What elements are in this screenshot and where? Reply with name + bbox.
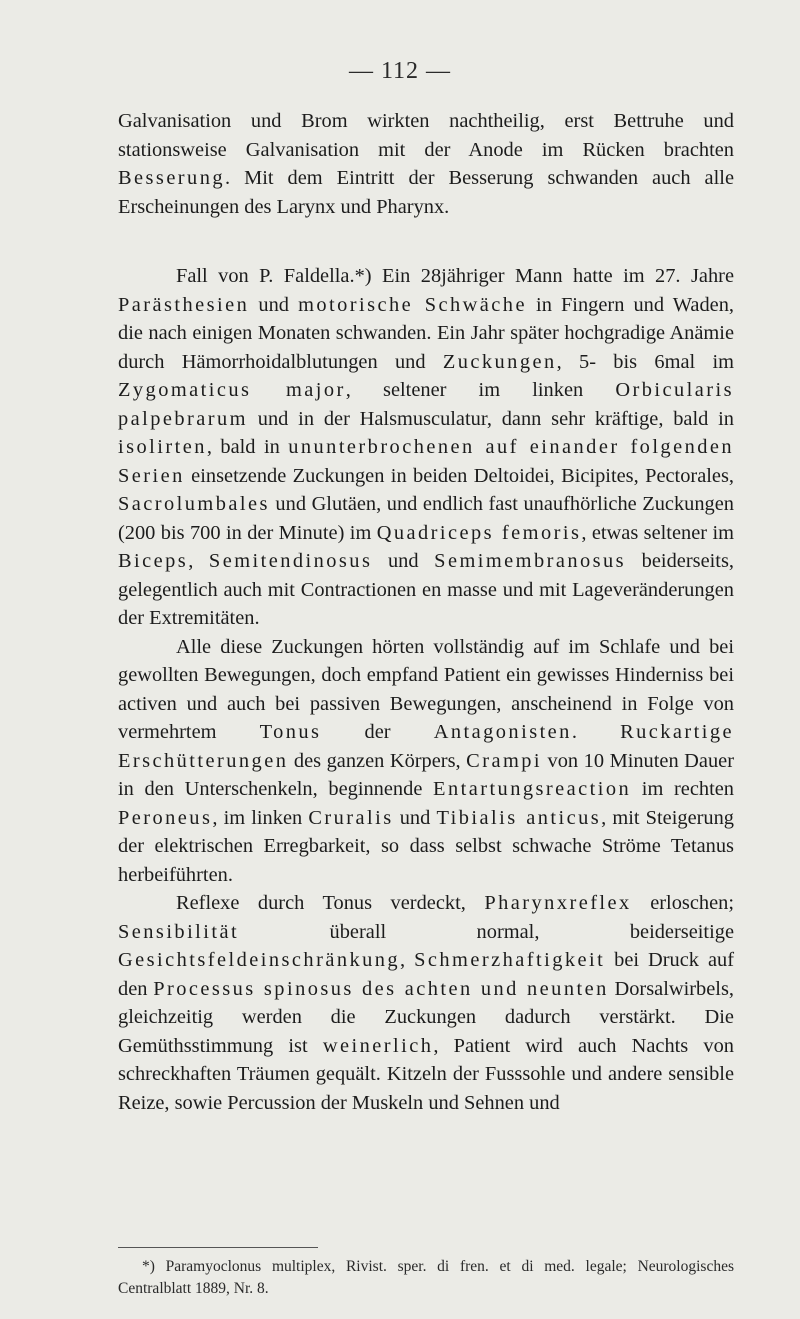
text-run: und [249, 293, 299, 316]
spaced-emphasis-text: Processus spinosus des achten und neunten [153, 977, 609, 1000]
spaced-emphasis-text: Zygomaticus major [118, 379, 346, 401]
spaced-emphasis-text: Antagonisten [433, 721, 572, 743]
spaced-emphasis-text: Tibialis anticus [436, 806, 602, 829]
text-run: , [400, 949, 415, 971]
text-run: und Glutäen, und endlich fast unaufhörliche Zuckungen (200 bis 700 in der Minute) im [118, 493, 734, 544]
text-run: Fall von P. Faldella.*) Ein 28jähriger Mann hatte im 27. Jahre [176, 265, 734, 287]
text-run: , seltener im linken [345, 379, 616, 401]
text-run: , mit Steigerung der elektrischen Erregbarkeit, so dass selbst schwache Ströme Tetanus herbeiführten. [118, 806, 735, 886]
spaced-emphasis-text: Gesichtsfeldeinschränkung [118, 949, 401, 971]
spaced-emphasis-text: Pharynxreflex [484, 892, 632, 914]
text-run: . Mit dem Eintritt der Besserung schwanden auch alle Erscheinungen des Larynx und Pharynx. [118, 167, 734, 218]
text-run: und [372, 550, 435, 572]
spaced-emphasis-text: Crampi [466, 749, 543, 772]
paragraph [118, 262, 734, 633]
text-run: überall normal, beiderseitige [239, 920, 734, 943]
text-run: und in der Halsmusculatur, dann sehr kräftige, bald in [247, 407, 734, 430]
paragraph [118, 633, 734, 890]
text-run: , Patient wird auch Nachts von schreckhaften Träumen gequält. Kitzeln der Fusssohle und andere sensible Reize, sowie Percussion der Muskeln und Sehnen und [118, 1034, 734, 1114]
page-header: — 112 — [348, 58, 452, 84]
spaced-emphasis-text: Orbicularis palpebrarum [118, 379, 734, 430]
text-run: einsetzende Zuckungen in beiden Deltoidei, Bicipites, Pectorales, [184, 464, 734, 487]
spaced-emphasis-text: Entartungsreaction [433, 778, 632, 800]
text-run: von 10 Minuten Dauer in den Unterschenkeln, beginnende [118, 749, 734, 800]
spaced-emphasis-text: motorische Schwäche [298, 293, 527, 316]
text-run: im rechten [631, 778, 734, 800]
text-run: , [188, 550, 209, 572]
spaced-emphasis-text: weinerlich [322, 1034, 434, 1057]
text-run: des ganzen Körpers, [288, 749, 467, 772]
text-run: Reflexe durch Tonus verdeckt, [176, 892, 485, 914]
text-run: der [321, 721, 434, 743]
spaced-emphasis-text: Sacrolumbales [118, 493, 270, 515]
text-run: Dorsalwirbels, gleichzeitig werden die Zuckungen dadurch verstärkt. Die Gemüthsstimmung ist [118, 977, 734, 1057]
spaced-emphasis-text: Cruralis [308, 806, 394, 829]
spaced-emphasis-text: Besserung [118, 167, 225, 189]
text-run: , im linken [212, 806, 309, 829]
spaced-emphasis-text: isolirten [118, 436, 207, 458]
spaced-emphasis-text: Biceps [118, 550, 189, 572]
spaced-emphasis-text: Semimembranosus [434, 550, 627, 572]
text-run: Alle diese Zuckungen hörten vollständig auf im Schlafe und bei gewollten Bewegungen, doch empfand Patient ein gewisses Hinderniss bei activen und auch bei passiven Bewegungen, anscheinend in Folge von vermehrtem [118, 635, 734, 743]
text-run: in Fingern und Waden, die nach einigen Monaten schwanden. Ein Jahr später hochgradige Anämie durch Hämorrhoidalblutungen und [118, 293, 734, 373]
text-run: bei Druck auf den [118, 949, 734, 1000]
spaced-emphasis-text: Ruckartige Erschütterungen [118, 721, 735, 772]
spaced-emphasis-text: Tonus [259, 721, 322, 743]
spaced-emphasis-text: Quadriceps femoris [376, 521, 582, 544]
text-run: und [393, 806, 437, 829]
text-run: . [571, 721, 621, 743]
body-text [118, 107, 734, 1117]
text-run: Galvanisation und Brom wirkten nachtheilig, erst Bettruhe und stationsweise Galvanisation mit der Anode im Rücken brachten [118, 110, 734, 161]
spaced-emphasis-text: Semitendinosus [208, 550, 373, 572]
spaced-emphasis-text: ununterbrochenen auf einander folgenden Serien [118, 436, 735, 487]
text-run: , etwas seltener im [581, 521, 734, 544]
paragraph-gap [118, 221, 734, 262]
text-run: , 5- bis 6mal im [556, 350, 734, 373]
footnote: *) Paramyoclonus multiplex, Rivist. sper. di fren. et di med. legale; Neurologisches Centralblatt 1889, Nr. 8. [118, 1258, 734, 1297]
spaced-emphasis-text: Sensibilität [118, 920, 240, 943]
spaced-emphasis-text: Zuckungen [442, 350, 557, 373]
spaced-emphasis-text: Peroneus [118, 806, 213, 829]
text-run: erloschen; [631, 892, 734, 914]
paragraph [118, 889, 734, 1117]
footnote-divider [118, 1247, 318, 1248]
text-run: beiderseits, gelegentlich auch mit Contractionen en masse und mit Lageveränderungen der Extremitäten. [118, 550, 734, 629]
spaced-emphasis-text: Parästhesien [118, 293, 250, 316]
spaced-emphasis-text: Schmerzhaftigkeit [414, 949, 606, 971]
text-run: , bald in [206, 436, 289, 458]
paragraph [118, 107, 734, 221]
